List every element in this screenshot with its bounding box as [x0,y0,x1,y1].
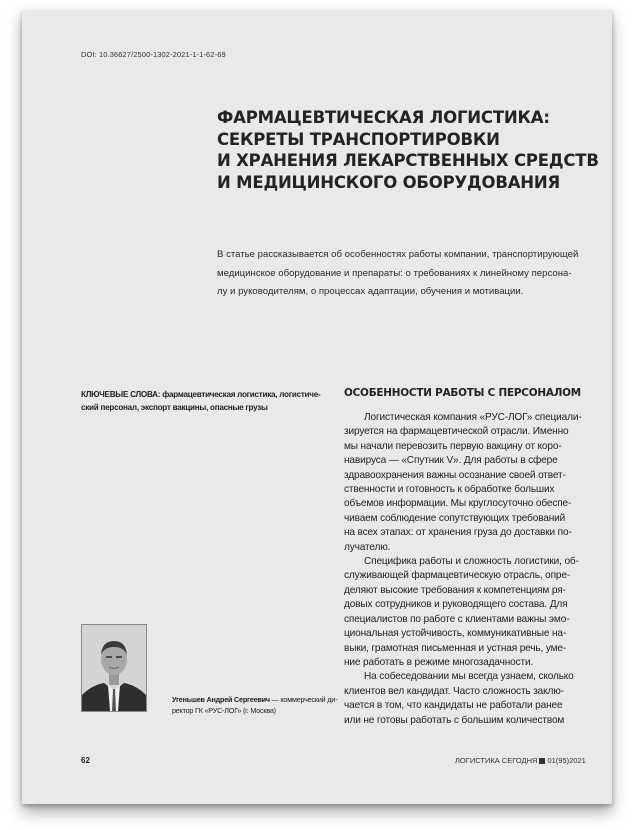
title-line: СЕКРЕТЫ ТРАНСПОРТИРОВКИ [217,129,500,149]
body-line: Специфика работы и сложность логистики, об- [364,556,579,568]
body-line: зируется на фармацевтической отрасли. Именно [344,426,569,438]
body-line: довых сотрудников и руководящего состава. Для [344,599,568,611]
author-photo [81,624,147,712]
body-line: циональная устойчивость, коммуникативные на- [344,628,567,640]
section-title: ОСОБЕННОСТИ РАБОТЫ С ПЕРСОНАЛОМ [344,387,581,399]
keywords-label: КЛЮЧЕВЫЕ СЛОВА: [81,390,161,399]
abstract [217,246,597,302]
body-line: ственности и готовность к обработке больших [344,484,555,496]
journal-issue: 01(95)2021 [547,756,586,765]
keywords-text: фармацевтическая логистика, логистиче- [160,390,321,399]
abstract-line: лу и руководителям, о процессах адаптации, обучения и мотивации. [217,286,524,297]
journal-page [22,10,612,804]
body-line: На собеседовании мы всегда узнаем, сколько [364,671,574,683]
author-role: — коммерческий ди- [269,695,338,704]
article-title [217,107,597,193]
separator-square-icon [539,758,545,764]
body-line: на всех этапах: от хранения груза до доставки по- [344,527,572,539]
body-line: навируса — «Спутник V». Для работы в сфере [344,455,558,467]
body-line: чается в том, что кандидаты не работали ранее [344,700,563,712]
title-line: ФАРМАЦЕВТИЧЕСКАЯ ЛОГИСТИКА: [217,108,550,127]
title-line: И МЕДИЦИНСКОГО ОБОРУДОВАНИЯ [217,172,561,192]
body-line: клиентов вел кандидат. Часто сложность заклю- [344,685,564,697]
body-line: объемов информации. Мы круглосуточно обеспе- [344,498,572,510]
body-line: специалистов по работе с клиентами важны эмо- [344,613,570,625]
journal-name: ЛОГИСТИКА СЕГОДНЯ [455,756,538,765]
body-line: выки, грамотная письменная и устная речь, уме- [344,642,567,654]
body-text [344,411,606,728]
body-line: чиваем соблюдение сопутствующих требований [344,512,566,524]
doi: DOI: 10.36627/2500-1302-2021-1-1-62-69 [81,50,226,59]
author-role: ректор ГК «РУС-ЛОГ» (г. Москва) [172,706,276,715]
body-line: Логистическая компания «РУС-ЛОГ» специали- [364,412,582,423]
abstract-line: В статье рассказывается об особенностях работы компании, транспортирующей [217,249,579,260]
body-line: здравоохранения важны осознание своей ответ- [344,469,566,481]
body-line: мы начали перевозить первую вакцину от коро- [344,440,562,452]
keywords [81,388,321,414]
body-line: служивающей фармацевтическую отрасль, опре- [344,570,571,582]
keywords-text: ский персонал, экспорт вакцины, опасные грузы [81,403,268,413]
abstract-line: медицинское оборудование и препараты: о требованиях к линейному персона- [217,267,572,279]
author-info [172,694,362,716]
body-line: лучателю. [344,541,391,553]
page-number: 62 [81,756,90,765]
author-name: Угеньшев Андрей Сергеевич [172,695,270,704]
title-line: И ХРАНЕНИЯ ЛЕКАРСТВЕННЫХ СРЕДСТВ [217,151,599,170]
body-line: или не готовы работать с большим количеством [344,714,565,726]
body-line: ние работать в режиме многозадачности. [344,656,534,668]
body-line: деляют высокие требования к компетенциям ря- [344,584,566,596]
journal-footer [455,756,586,765]
